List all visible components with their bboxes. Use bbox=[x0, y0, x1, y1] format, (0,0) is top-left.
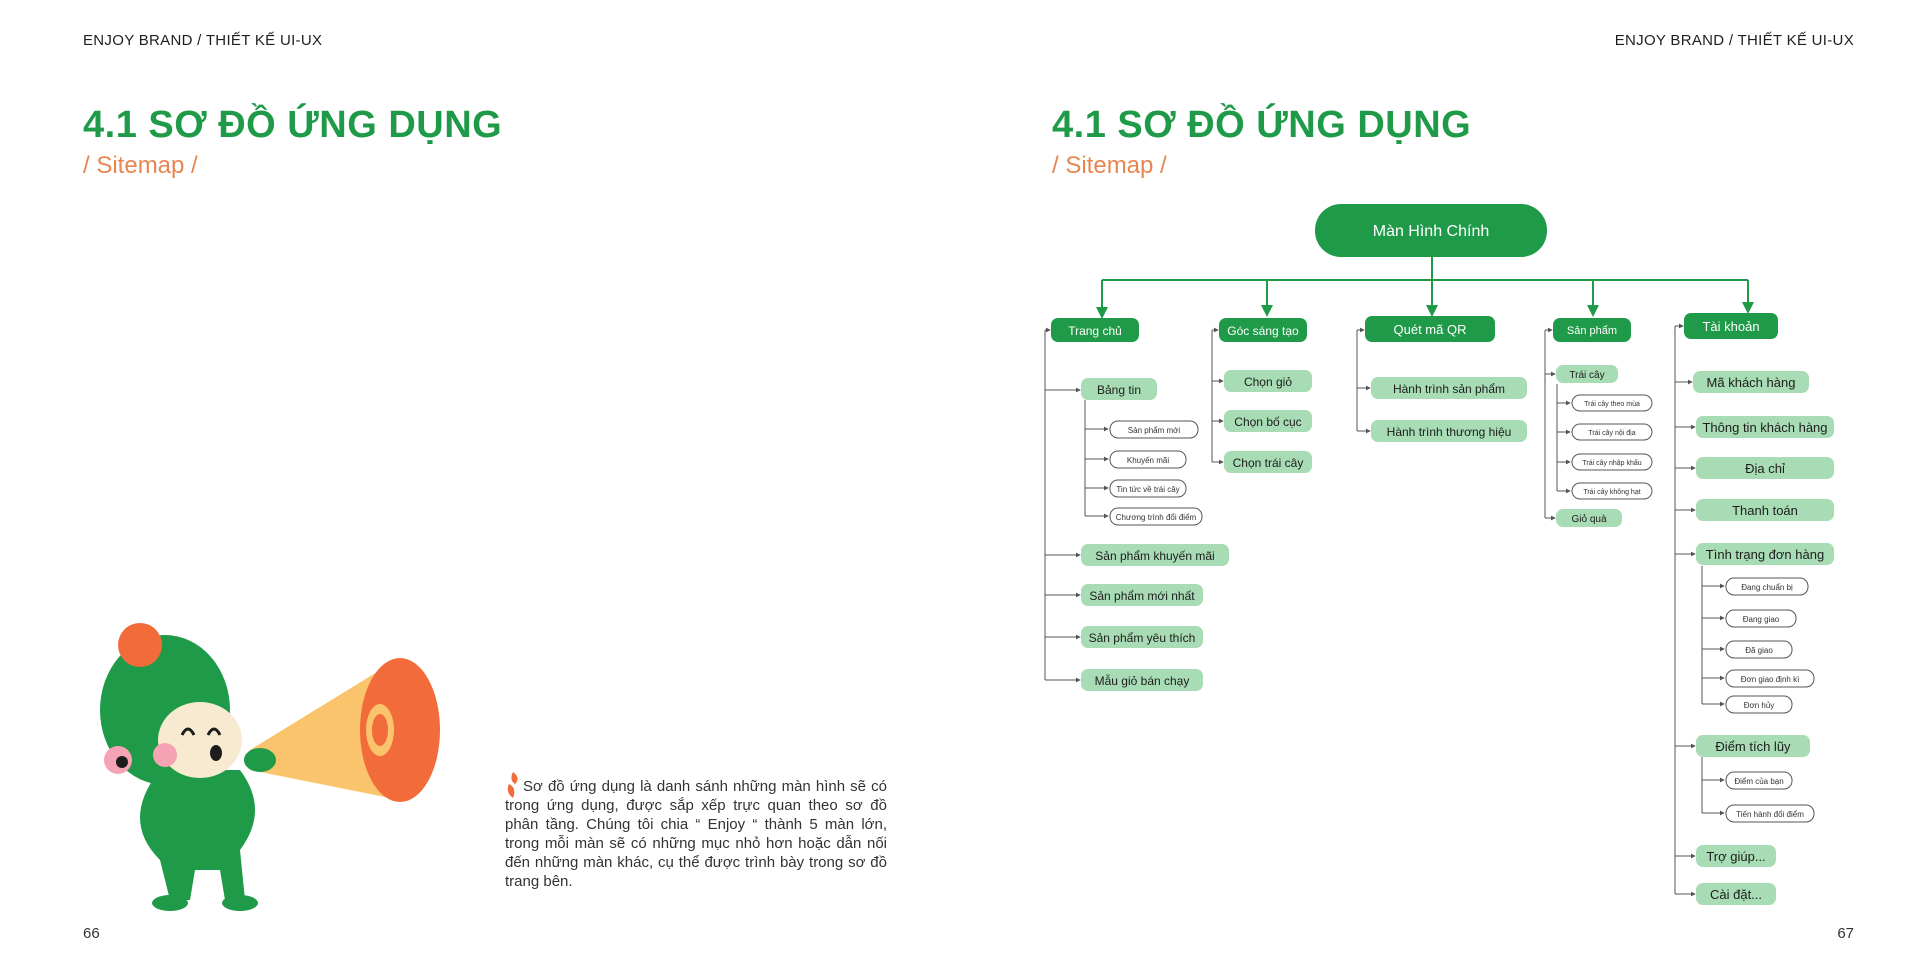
item-label: Chọn giỏ bbox=[1243, 375, 1293, 389]
item-label: Hành trình sản phẩm bbox=[1392, 382, 1506, 396]
item-label: Mã khách hàng bbox=[1706, 375, 1796, 390]
column-quet-ma-qr bbox=[1357, 316, 1527, 442]
leaf-trai-cay-khong-hat[interactable] bbox=[1572, 483, 1652, 499]
tai-khoan-label: Tài khoản bbox=[1702, 319, 1760, 334]
bang-tin-label: Bảng tin bbox=[1096, 383, 1142, 397]
node-ma-khach-hang[interactable] bbox=[1693, 371, 1809, 393]
leaf-dang-chuan-bi[interactable] bbox=[1726, 578, 1808, 595]
node-san-pham-yeu-thich[interactable] bbox=[1081, 626, 1203, 648]
node-san-pham-moi-nhat[interactable] bbox=[1081, 584, 1203, 606]
node-hanh-trinh-thuong-hieu[interactable] bbox=[1371, 420, 1527, 442]
trang-chu-label: Trang chủ bbox=[1068, 324, 1122, 338]
item-label: Chọn trái cây bbox=[1232, 456, 1304, 470]
node-quet-ma-qr[interactable] bbox=[1365, 316, 1495, 342]
leaf-don-giao-dinh-ki[interactable] bbox=[1726, 670, 1814, 687]
gio-qua-label: Giỏ quà bbox=[1571, 514, 1607, 525]
node-tinh-trang-don-hang[interactable] bbox=[1696, 543, 1834, 565]
leaf-trai-cay-theo-mua[interactable] bbox=[1572, 395, 1652, 411]
cai-dat-label: Cài đặt... bbox=[1709, 887, 1763, 902]
node-bang-tin[interactable] bbox=[1081, 378, 1157, 400]
root-label: Màn Hình Chính bbox=[1372, 223, 1490, 240]
node-chon-bo-cuc[interactable] bbox=[1224, 410, 1312, 432]
leaf-don-huy[interactable] bbox=[1726, 696, 1792, 713]
goc-sang-tao-label: Góc sáng tạo bbox=[1227, 324, 1299, 338]
node-mau-gio-ban-chay[interactable] bbox=[1081, 669, 1203, 691]
item-label: Sản phẩm yêu thích bbox=[1088, 631, 1196, 645]
leaf-trai-cay-nhap-khau[interactable] bbox=[1572, 454, 1652, 470]
leaf-label: Đang giao bbox=[1742, 615, 1780, 624]
node-gio-qua[interactable] bbox=[1556, 509, 1622, 527]
node-diem-tich-luy[interactable] bbox=[1696, 735, 1810, 757]
item-label: Chọn bố cục bbox=[1234, 415, 1302, 429]
leaf-label: Trái cây không hạt bbox=[1583, 489, 1641, 496]
leaf-dang-giao[interactable] bbox=[1726, 610, 1796, 627]
leaf-label: Trái cây nhập khẩu bbox=[1582, 460, 1642, 467]
leaf-da-giao[interactable] bbox=[1726, 641, 1792, 658]
node-thong-tin-khach-hang[interactable] bbox=[1696, 416, 1834, 438]
node-trang-chu[interactable] bbox=[1051, 318, 1139, 342]
leaf-label: Chương trình đổi điểm bbox=[1115, 513, 1197, 522]
leaf-chuong-trinh[interactable] bbox=[1110, 508, 1202, 525]
node-dia-chi[interactable] bbox=[1696, 457, 1834, 479]
tinh-trang-label: Tình trạng đơn hàng bbox=[1705, 547, 1825, 562]
san-pham-label: Sản phẩm bbox=[1566, 325, 1618, 337]
sitemap-diagram bbox=[1040, 200, 1870, 915]
right-page-title: 4.1 SƠ ĐỒ ỨNG DỤNG bbox=[1052, 104, 1472, 146]
node-san-pham[interactable] bbox=[1553, 318, 1631, 342]
item-label: Hành trình thương hiệu bbox=[1386, 425, 1512, 439]
right-header: ENJOY BRAND / THIẾT KẾ UI-UX bbox=[1614, 32, 1854, 49]
column-san-pham bbox=[1545, 318, 1652, 527]
root-connectors bbox=[1102, 257, 1748, 317]
leaf-label: Trái cây theo mùa bbox=[1584, 401, 1640, 408]
leaf-tien-hanh-doi-diem[interactable] bbox=[1726, 805, 1814, 822]
leaf-san-pham-moi[interactable] bbox=[1110, 421, 1198, 438]
item-label: Thanh toán bbox=[1732, 503, 1798, 518]
left-page-number: 66 bbox=[83, 925, 100, 942]
node-san-pham-khuyen-mai[interactable] bbox=[1081, 544, 1229, 566]
diem-tich-luy-label: Điểm tích lũy bbox=[1715, 739, 1791, 754]
node-thanh-toan[interactable] bbox=[1696, 499, 1834, 521]
leaf-label: Điểm của bạn bbox=[1734, 777, 1784, 786]
item-label: Sản phẩm khuyến mãi bbox=[1095, 549, 1215, 563]
item-label: Mẫu giỏ bán chạy bbox=[1094, 674, 1190, 688]
item-label: Thông tin khách hàng bbox=[1702, 420, 1828, 435]
item-label: Địa chỉ bbox=[1745, 461, 1785, 476]
quet-ma-qr-label: Quét mã QR bbox=[1393, 322, 1467, 337]
leaf-label: Tin tức về trái cây bbox=[1116, 485, 1180, 494]
column-tai-khoan bbox=[1675, 313, 1834, 905]
node-hanh-trinh-san-pham[interactable] bbox=[1371, 377, 1527, 399]
leaf-label: Tiến hành đổi điểm bbox=[1736, 810, 1804, 819]
leaf-khuyen-mai[interactable] bbox=[1110, 451, 1186, 468]
node-tai-khoan[interactable] bbox=[1684, 313, 1778, 339]
leaf-label: Khuyến mãi bbox=[1126, 456, 1170, 465]
column-goc-sang-tao bbox=[1212, 318, 1312, 473]
leaf-label: Đơn hủy bbox=[1743, 701, 1775, 710]
item-label: Sản phẩm mới nhất bbox=[1089, 589, 1195, 603]
sitemap-description bbox=[505, 777, 887, 891]
column-trang-chu bbox=[1045, 318, 1229, 691]
leaf-label: Sản phẩm mới bbox=[1127, 426, 1181, 435]
node-tro-giup[interactable] bbox=[1696, 845, 1776, 867]
left-page-title: 4.1 SƠ ĐỒ ỨNG DỤNG bbox=[83, 104, 503, 146]
right-page-subtitle: / Sitemap / bbox=[1052, 152, 1167, 179]
trai-cay-label: Trái cây bbox=[1569, 370, 1605, 381]
node-cai-dat[interactable] bbox=[1696, 883, 1776, 905]
description-text: Sơ đồ ứng dụng là danh sánh những màn hình sẽ có trong ứng dụng, được sắp xếp trực quan theo sơ đồ phân tầng. Chúng tôi chia “ Enjoy “ thành 5 màn lớn, trong mỗi màn sẽ có những mục nhỏ hơn hoặc dẫn nối đến những màn khác, cụ thể được trình bày trong sơ đồ trang bên. bbox=[505, 778, 887, 890]
leaf-trai-cay-noi-dia[interactable] bbox=[1572, 424, 1652, 440]
node-goc-sang-tao[interactable] bbox=[1219, 318, 1307, 342]
leaf-label: Đơn giao định kì bbox=[1740, 675, 1800, 684]
left-header: ENJOY BRAND / THIẾT KẾ UI-UX bbox=[83, 32, 323, 49]
left-page-subtitle: / Sitemap / bbox=[83, 152, 198, 179]
mascot-illustration bbox=[100, 620, 440, 920]
tro-giup-label: Trợ giúp... bbox=[1706, 849, 1766, 864]
right-page-number: 67 bbox=[1837, 925, 1854, 942]
leaf-label: Đã giao bbox=[1745, 646, 1773, 655]
root-node[interactable] bbox=[1315, 204, 1547, 257]
node-chon-trai-cay[interactable] bbox=[1224, 451, 1312, 473]
leaf-label: Đang chuẩn bị bbox=[1741, 583, 1793, 592]
node-trai-cay[interactable] bbox=[1556, 365, 1618, 383]
node-chon-gio[interactable] bbox=[1224, 370, 1312, 392]
leaf-label: Trái cây nội địa bbox=[1588, 430, 1636, 437]
leaf-tin-tuc[interactable] bbox=[1110, 480, 1186, 497]
leaf-diem-cua-ban[interactable] bbox=[1726, 772, 1792, 789]
